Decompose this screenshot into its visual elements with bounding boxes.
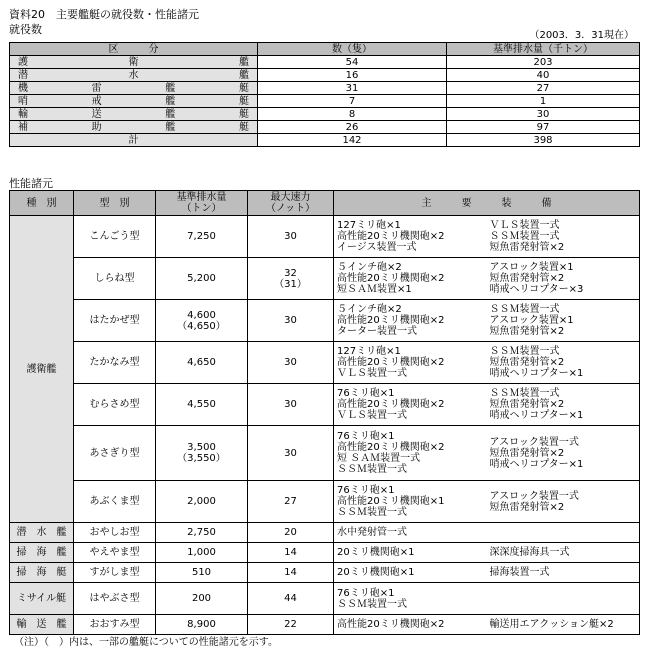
cell-line: 2,750	[187, 527, 216, 538]
speed-cell	[248, 615, 334, 635]
section-heading-count: 就役数	[9, 23, 42, 36]
type-cell: おやしお型	[74, 523, 156, 543]
cell-line: 高性能20ミリ機関砲×2	[337, 315, 445, 326]
cell-line: （3,550）	[177, 453, 226, 464]
category-cell: 補 助 艦 艇	[10, 121, 258, 134]
cell-line: アスロック装置×1	[489, 262, 574, 273]
type-cell: すがしま型	[74, 563, 156, 583]
specs-column-header	[334, 191, 640, 216]
cell-line: 高性能20ミリ機関砲×2	[337, 231, 445, 242]
speed-cell	[248, 523, 334, 543]
kind-cell: 掃 海 艇	[10, 563, 74, 583]
header-line: 基準排水量	[176, 192, 227, 203]
speed-cell	[248, 426, 334, 481]
cell-line: 76ミリ砲×1	[337, 431, 395, 442]
category-cell: 輸 送 艦 艇	[10, 108, 258, 121]
cell-line: 32	[284, 267, 297, 279]
cell-line: 掃海装置一式	[489, 567, 550, 578]
type-cell: たかなみ型	[74, 342, 156, 384]
count-cell: 31	[258, 82, 447, 95]
equipment-cell	[487, 384, 640, 426]
equipment-cell	[487, 563, 640, 583]
type-cell: こんごう型	[74, 216, 156, 258]
cell-line: 短魚雷発射管×2	[489, 447, 565, 459]
cell-line: 4,650	[187, 357, 216, 368]
footnote: （注）（ ）内は、一部の艦艇についての性能諸元を示す。	[14, 637, 278, 648]
cell-line: 短魚雷発射管×2	[489, 326, 565, 337]
speed-cell	[248, 563, 334, 583]
specs-row	[10, 583, 640, 615]
as-of-date: （2003．3．31現在）	[529, 30, 634, 41]
type-cell: はたかぜ型	[74, 300, 156, 342]
table-row	[10, 56, 640, 69]
displacement-cell	[156, 563, 248, 583]
cell-line: アスロック装置一式	[489, 436, 579, 448]
displacement-cell	[156, 384, 248, 426]
cell-line: 短魚雷発射管×2	[489, 242, 565, 253]
specs-row	[10, 523, 640, 543]
specs-row	[10, 300, 640, 342]
cell-line: （31）	[274, 278, 307, 290]
type-cell: むらさめ型	[74, 384, 156, 426]
cell-line: 30	[284, 357, 297, 368]
displacement-cell	[156, 583, 248, 615]
speed-cell	[248, 342, 334, 384]
displacement-cell: 30	[447, 108, 640, 121]
header-line: 最大速力	[270, 192, 311, 203]
table-row	[10, 82, 640, 95]
type-cell: やえやま型	[74, 543, 156, 563]
specs-row	[10, 615, 640, 635]
displacement-cell	[156, 615, 248, 635]
cell-line: 哨戒ヘリコプター×3	[489, 284, 584, 295]
category-cell: 機 雷 艦 艇	[10, 82, 258, 95]
displacement-cell: 1	[447, 95, 640, 108]
cell-line: アスロック装置一式	[489, 490, 579, 502]
cell-line: 輸送用エアクッション艇×2	[489, 619, 614, 630]
table-row	[10, 121, 640, 134]
count-cell: 7	[258, 95, 447, 108]
type-cell: あさぎり型	[74, 426, 156, 481]
cell-line: 30	[284, 447, 297, 459]
cell-line: ＳＳＭ装置一式	[337, 464, 407, 475]
cell-line: ＳＳＭ装置一式	[489, 231, 560, 242]
header-line: 主 要 装 備	[421, 197, 552, 209]
cell-line: 哨戒ヘリコプター×1	[489, 458, 584, 470]
kind-cell: 潜 水 艦	[10, 523, 74, 543]
equipment-cell	[487, 300, 640, 342]
displacement-cell	[156, 543, 248, 563]
cell-line: イージス装置一式	[337, 242, 417, 253]
column-header: 区 分	[10, 43, 258, 56]
cell-line: 4,550	[187, 399, 216, 410]
cell-line: 14	[284, 567, 297, 578]
cell-line: 高性能20ミリ機関砲×2	[337, 357, 445, 368]
cell-line: ＳＳＭ装置一式	[489, 388, 560, 399]
equipment-cell	[487, 216, 640, 258]
cell-line: 高性能20ミリ機関砲×1	[337, 496, 445, 507]
cell-line: 深深度掃海具一式	[489, 547, 570, 558]
equipment-cell	[487, 523, 640, 543]
displacement-cell	[156, 481, 248, 523]
specs-header-row	[10, 191, 640, 216]
section-heading-specs: 性能諸元	[9, 177, 53, 190]
cell-line: 200	[191, 593, 212, 604]
specs-column-header	[156, 191, 248, 216]
cell-line: 3,500	[187, 442, 216, 453]
cell-line: 2,000	[187, 496, 216, 507]
displacement-cell	[156, 523, 248, 543]
equipment-cell	[334, 481, 487, 523]
cell-line: 30	[284, 231, 297, 242]
displacement-cell	[156, 426, 248, 481]
equipment-cell	[334, 523, 487, 543]
displacement-cell: 97	[447, 121, 640, 134]
cell-line: 哨戒ヘリコプター×1	[489, 368, 584, 379]
cell-line: ５インチ砲×2	[337, 262, 402, 273]
cell-line: 20ミリ機関砲×1	[337, 547, 415, 558]
performance-specs-table	[9, 190, 640, 635]
equipment-cell	[334, 258, 487, 300]
cell-line: 4,600	[187, 309, 216, 321]
cell-line: 哨戒ヘリコプター×1	[489, 410, 584, 421]
displacement-cell	[156, 216, 248, 258]
cell-line: ５インチ砲×2	[337, 304, 402, 315]
cell-line: 127ミリ砲×1	[337, 346, 401, 357]
kind-cell: ミサイル艇	[10, 583, 74, 615]
cell-line: 510	[191, 567, 212, 578]
cell-line: ＳＳＭ装置一式	[337, 507, 407, 518]
specs-row	[10, 258, 640, 300]
cell-line: 高性能20ミリ機関砲×2	[337, 619, 445, 630]
category-cell: 潜 水 艦	[10, 69, 258, 82]
equipment-cell	[334, 563, 487, 583]
header-line: （ノット）	[265, 203, 316, 214]
cell-line: （4,650）	[177, 320, 226, 332]
count-cell: 54	[258, 56, 447, 69]
category-cell: 哨 戒 艦 艇	[10, 95, 258, 108]
cell-line: ターター装置一式	[337, 326, 417, 337]
cell-line: ＶＬＳ装置一式	[337, 368, 407, 379]
cell-line: 高性能20ミリ機関砲×2	[337, 399, 445, 410]
category-cell: 計	[10, 134, 258, 147]
displacement-cell: 40	[447, 69, 640, 82]
specs-row	[10, 543, 640, 563]
cell-line: 30	[284, 315, 297, 326]
count-cell: 142	[258, 134, 447, 147]
equipment-cell	[334, 300, 487, 342]
type-cell: しらね型	[74, 258, 156, 300]
speed-cell	[248, 258, 334, 300]
header-line: 種 別	[26, 197, 57, 209]
column-header: 数（隻）	[258, 43, 447, 56]
type-cell: はやぶさ型	[74, 583, 156, 615]
count-cell: 16	[258, 69, 447, 82]
cell-line: 20	[284, 527, 297, 538]
equipment-cell	[487, 481, 640, 523]
speed-cell	[248, 543, 334, 563]
cell-line: 127ミリ砲×1	[337, 220, 401, 231]
specs-column-header	[248, 191, 334, 216]
cell-line: 高性能20ミリ機関砲×2	[337, 442, 445, 453]
cell-line: 76ミリ砲×1	[337, 587, 395, 599]
kind-cell: 輸 送 艦	[10, 615, 74, 635]
cell-line: ＳＳＭ装置一式	[489, 346, 560, 357]
commission-count-table	[9, 42, 640, 147]
displacement-cell: 203	[447, 56, 640, 69]
kind-cell: 掃 海 艦	[10, 543, 74, 563]
table-header-row	[10, 43, 640, 56]
specs-row	[10, 426, 640, 481]
cell-line: 短魚雷発射管×2	[489, 357, 565, 368]
displacement-cell	[156, 258, 248, 300]
cell-line: 27	[284, 496, 297, 507]
cell-line: ＶＬＳ装置一式	[489, 220, 560, 231]
speed-cell	[248, 216, 334, 258]
cell-line: ＳＳＭ装置一式	[337, 598, 407, 610]
cell-line: 22	[284, 619, 297, 630]
speed-cell	[248, 300, 334, 342]
cell-line: 1,000	[187, 547, 216, 558]
cell-line: ＶＬＳ装置一式	[337, 410, 407, 421]
displacement-cell	[156, 342, 248, 384]
displacement-cell: 398	[447, 134, 640, 147]
specs-row	[10, 384, 640, 426]
equipment-cell	[334, 216, 487, 258]
equipment-cell	[487, 543, 640, 563]
category-cell: 護 衛 艦	[10, 56, 258, 69]
equipment-cell	[487, 258, 640, 300]
equipment-cell	[487, 342, 640, 384]
cell-line: 短魚雷発射管×2	[489, 399, 565, 410]
cell-line: 短ＳＡＭ装置×1	[337, 284, 412, 295]
cell-line: 短魚雷発射管×2	[489, 273, 565, 284]
cell-line: ＳＳＭ装置一式	[489, 304, 560, 315]
cell-line: 76ミリ砲×1	[337, 388, 395, 399]
cell-line: 高性能20ミリ機関砲×2	[337, 273, 445, 284]
cell-line: 44	[284, 593, 297, 604]
cell-line: 短魚雷発射管×2	[489, 501, 565, 513]
cell-line: 20ミリ機関砲×1	[337, 567, 415, 578]
equipment-cell	[334, 615, 487, 635]
specs-column-header	[74, 191, 156, 216]
speed-cell	[248, 583, 334, 615]
cell-line: 短 ＳＡＭ装置一式	[337, 453, 421, 464]
table-row	[10, 108, 640, 121]
type-cell: あぶくま型	[74, 481, 156, 523]
count-cell: 8	[258, 108, 447, 121]
specs-column-header	[10, 191, 74, 216]
kind-cell: 護衛艦	[10, 216, 74, 523]
cell-line: 30	[284, 399, 297, 410]
equipment-cell	[334, 426, 487, 481]
type-cell: おおすみ型	[74, 615, 156, 635]
specs-row	[10, 342, 640, 384]
speed-cell	[248, 481, 334, 523]
specs-row	[10, 481, 640, 523]
displacement-cell	[156, 300, 248, 342]
equipment-cell	[487, 426, 640, 481]
cell-line: 5,200	[187, 273, 216, 284]
document-title: 資料20 主要艦艇の就役数・性能諸元	[9, 8, 199, 21]
specs-row	[10, 563, 640, 583]
table-row	[10, 134, 640, 147]
cell-line: 76ミリ砲×1	[337, 485, 395, 496]
table-row	[10, 69, 640, 82]
equipment-cell	[334, 543, 487, 563]
equipment-cell	[487, 615, 640, 635]
speed-cell	[248, 384, 334, 426]
count-cell: 26	[258, 121, 447, 134]
specs-row	[10, 216, 640, 258]
equipment-cell	[334, 583, 487, 615]
header-line: （トン）	[181, 203, 222, 214]
displacement-cell: 27	[447, 82, 640, 95]
equipment-cell	[334, 342, 487, 384]
cell-line: 14	[284, 547, 297, 558]
equipment-cell	[334, 384, 487, 426]
table-row	[10, 95, 640, 108]
header-line: 型 別	[99, 197, 130, 209]
column-header: 基準排水量（千トン）	[447, 43, 640, 56]
cell-line: 水中発射管一式	[337, 527, 407, 538]
cell-line: 8,900	[187, 619, 216, 630]
equipment-cell	[487, 583, 640, 615]
cell-line: アスロック装置×1	[489, 315, 574, 326]
cell-line: 7,250	[187, 231, 216, 242]
